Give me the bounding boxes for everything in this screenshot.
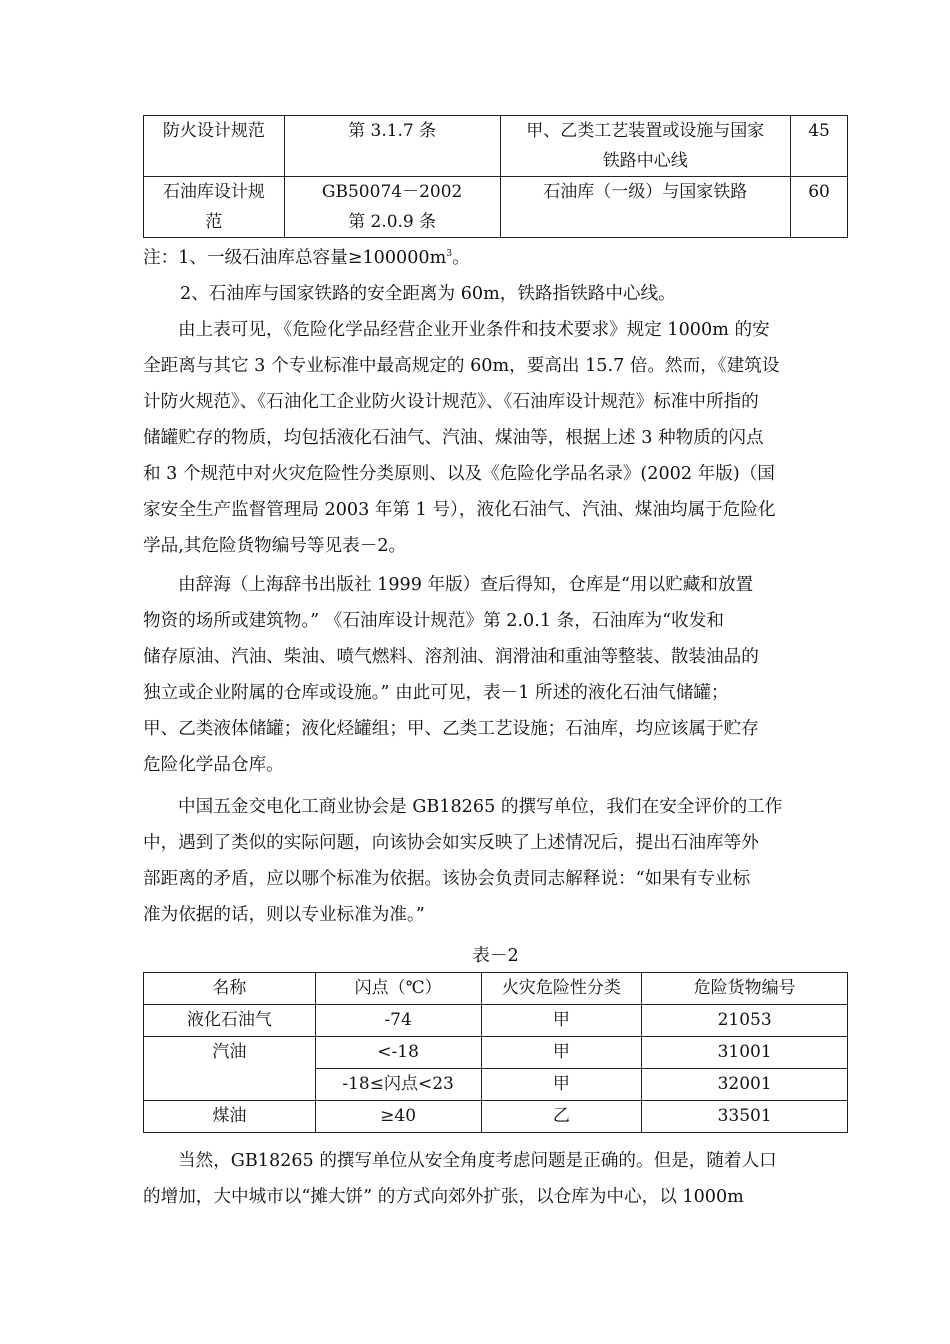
table-2-caption: 表－2	[472, 946, 519, 966]
hazard-table	[143, 972, 848, 1133]
class-cell: 甲	[481, 1005, 642, 1037]
class-cell: 甲	[481, 1037, 642, 1069]
note-1: 注：1、一级石油库总容量$\ge 100000m^3$。	[143, 248, 470, 268]
table-row	[144, 1005, 848, 1037]
flash-cell: ≥40	[315, 1101, 481, 1133]
paragraph-4: 当然，GB18265 的撰写单位从安全角度考虑问题是正确的。但是，随着人口 的增加，大中城市以“摊大饼” 的方式向郊外扩张，以仓库为中心，以 1000m	[143, 1151, 777, 1207]
table-row	[144, 116, 848, 177]
paragraph-2: 由辞海（上海辞书出版社 1999 年版）查后得知，仓库是“用以贮藏和放置 物资的场所或建筑物。” 《石油库设计规范》第 2.0.1 条，石油库为“收发和 储存原油、汽油、柴油、喷气燃料、溶剂油、润滑油和重油等整装、散装油品的 独立或企业附属的仓库或设施。” 由此可见，表－1 所述的液化石油气储罐； 甲、乙类液体储罐；液化烃罐组；甲、乙类工艺设施；石油库，均应该属于贮存 危险化学品仓库。	[143, 575, 759, 775]
distance-cell: 60	[791, 177, 848, 238]
distance-cell: 45	[791, 116, 848, 177]
distance-standards-table	[143, 115, 848, 238]
clause-cell: GB50074－2002 第 2.0.9 条	[284, 177, 500, 238]
standard-cell: 石油库设计规 范	[144, 177, 285, 238]
code-cell: 31001	[642, 1037, 848, 1069]
class-cell: 乙	[481, 1101, 642, 1133]
table-row	[144, 177, 848, 238]
class-cell: 甲	[481, 1069, 642, 1101]
name-cell: 煤油	[144, 1101, 316, 1133]
standard-cell: 防火设计规范	[144, 116, 285, 177]
code-cell: 33501	[642, 1101, 848, 1133]
flash-cell: -74	[315, 1005, 481, 1037]
header-class: 火灾危险性分类	[481, 973, 642, 1005]
name-cell: 液化石油气	[144, 1005, 316, 1037]
header-name: 名称	[144, 973, 316, 1005]
object-cell: 甲、乙类工艺装置或设施与国家 铁路中心线	[500, 116, 791, 177]
code-cell: 32001	[642, 1069, 848, 1101]
paragraph-1: 由上表可见，《危险化学品经营企业开业条件和技术要求》规定 1000m 的安 全距离与其它 3 个专业标准中最高规定的 60m，要高出 15.7 倍。然而，《建筑设 计防火规范》、《石油化工企业防火设计规范》、《石油库设计规范》标准中所指的 储罐贮存的物质，均包括液化石油气、汽油、煤油等，根据上述 3 种物质的闪点 和 3 个规范中对火灾危险性分类原则、以及《危险化学品名录》(2002 年版)（国 家安全生产监督管理局 2003 年第 1 号），液化石油气、汽油、煤油均属于危险化 学品,其危险货物编号等见表－2。	[143, 320, 780, 556]
flash-cell: <-18	[315, 1037, 481, 1069]
paragraph-3: 中国五金交电化工商业协会是 GB18265 的撰写单位，我们在安全评价的工作 中，遇到了类似的实际问题，向该协会如实反映了上述情况后，提出石油库等外 部距离的矛盾，应以哪个标准为依据。该协会负责同志解释说：“如果有专业标 准为依据的话，则以专业标准为准。”	[143, 797, 783, 925]
name-cell: 汽油	[144, 1037, 316, 1101]
object-cell: 石油库（一级）与国家铁路	[500, 177, 791, 238]
flash-cell: -18≤闪点<23	[315, 1069, 481, 1101]
note-2: 2、石油库与国家铁路的安全距离为 60m，铁路指铁路中心线。	[180, 284, 676, 304]
header-code: 危险货物编号	[642, 973, 848, 1005]
table-row	[144, 1101, 848, 1133]
header-flash: 闪点（℃）	[315, 973, 481, 1005]
code-cell: 21053	[642, 1005, 848, 1037]
clause-cell: 第 3.1.7 条	[284, 116, 500, 177]
table-header-row	[144, 973, 848, 1005]
table-row	[144, 1037, 848, 1069]
